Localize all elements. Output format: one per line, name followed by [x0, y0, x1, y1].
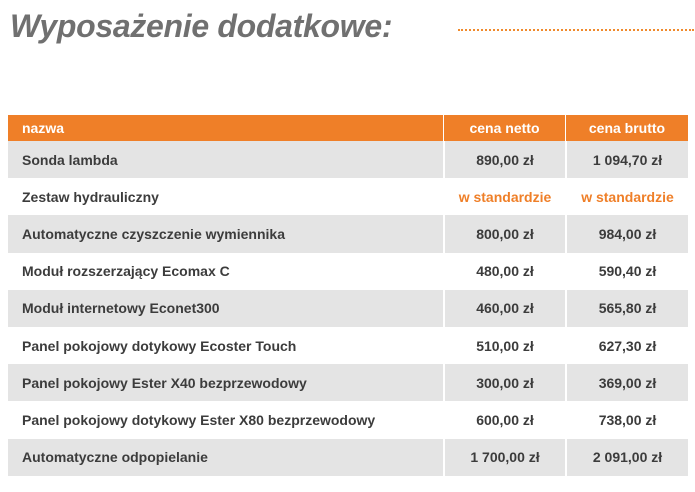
table-row	[8, 364, 688, 401]
table-row	[8, 401, 688, 438]
row-name: Panel pokojowy dotykowy Ester X80 bezprzewodowy	[8, 401, 443, 438]
table-row	[8, 141, 688, 178]
table-row	[8, 290, 688, 327]
table-header-row	[8, 115, 688, 141]
dotted-divider	[458, 29, 694, 31]
table-row	[8, 178, 688, 215]
row-net-price: 480,00 zł	[443, 253, 565, 290]
row-gross-price: 565,80 zł	[565, 290, 688, 327]
row-net-price: 800,00 zł	[443, 215, 565, 252]
row-name: Panel pokojowy dotykowy Ecoster Touch	[8, 327, 443, 364]
table-row	[8, 215, 688, 252]
row-gross-price: 2 091,00 zł	[565, 439, 688, 476]
row-name: Panel pokojowy Ester X40 bezprzewodowy	[8, 364, 443, 401]
equipment-price-table	[8, 115, 688, 476]
row-gross-price: w standardzie	[565, 178, 688, 215]
row-name: Automatyczne odpopielanie	[8, 439, 443, 476]
header-gross-price: cena brutto	[565, 115, 688, 141]
row-name: Sonda lambda	[8, 141, 443, 178]
header-name: nazwa	[8, 115, 443, 141]
row-net-price: w standardzie	[443, 178, 565, 215]
row-net-price: 300,00 zł	[443, 364, 565, 401]
row-name: Moduł internetowy Econet300	[8, 290, 443, 327]
row-net-price: 890,00 zł	[443, 141, 565, 178]
row-name: Automatyczne czyszczenie wymiennika	[8, 215, 443, 252]
equipment-table-container	[8, 115, 688, 476]
header-net-price: cena netto	[443, 115, 565, 141]
row-net-price: 510,00 zł	[443, 327, 565, 364]
table-row	[8, 327, 688, 364]
table-row	[8, 439, 688, 476]
row-gross-price: 738,00 zł	[565, 401, 688, 438]
row-gross-price: 984,00 zł	[565, 215, 688, 252]
row-name: Moduł rozszerzający Ecomax C	[8, 253, 443, 290]
page-title: Wyposażenie dodatkowe:	[10, 8, 393, 44]
row-name: Zestaw hydrauliczny	[8, 178, 443, 215]
row-gross-price: 590,40 zł	[565, 253, 688, 290]
row-net-price: 460,00 zł	[443, 290, 565, 327]
row-gross-price: 369,00 zł	[565, 364, 688, 401]
row-gross-price: 1 094,70 zł	[565, 141, 688, 178]
row-net-price: 1 700,00 zł	[443, 439, 565, 476]
table-row	[8, 253, 688, 290]
row-gross-price: 627,30 zł	[565, 327, 688, 364]
row-net-price: 600,00 zł	[443, 401, 565, 438]
